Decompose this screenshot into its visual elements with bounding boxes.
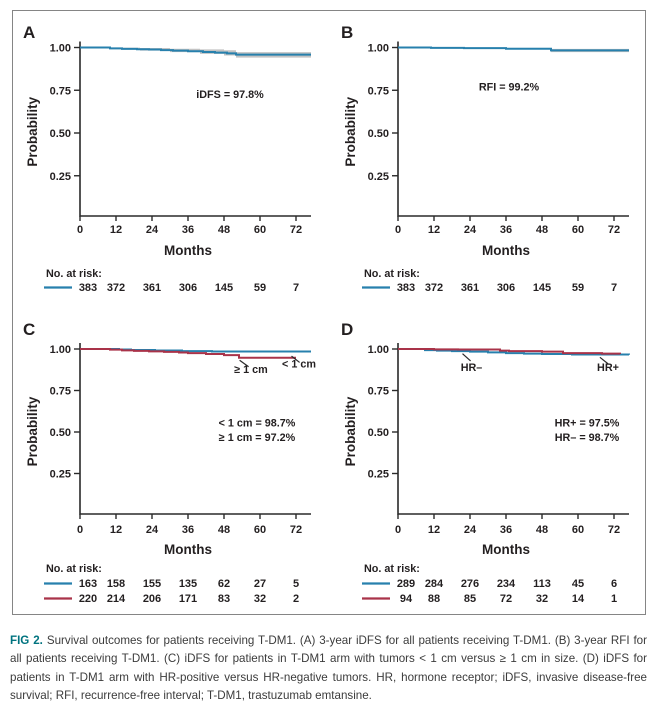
annotation-text: HR– = 98.7% <box>554 432 620 445</box>
risk-count: 145 <box>532 282 552 294</box>
risk-count: 59 <box>253 282 267 294</box>
panel-letter: A <box>23 23 36 42</box>
annotation-text: iDFS = 97.8% <box>196 88 264 101</box>
y-tick-label: 0.25 <box>367 170 389 183</box>
risk-label: No. at risk: <box>364 268 420 280</box>
risk-count: 62 <box>217 578 231 590</box>
risk-count: 163 <box>78 578 98 590</box>
x-tick-label: 72 <box>607 524 621 536</box>
annotation-text: HR+ = 97.5% <box>554 417 620 430</box>
risk-count: 2 <box>292 593 300 605</box>
risk-count: 14 <box>571 593 585 605</box>
axes-lines <box>80 42 311 217</box>
risk-count: 155 <box>142 578 162 590</box>
y-tick-label: 0.25 <box>49 170 71 183</box>
y-tick-label: 0.75 <box>49 385 71 398</box>
risk-count: 7 <box>610 282 618 294</box>
risk-count: 85 <box>463 593 477 605</box>
y-tick-label: 0.50 <box>367 128 389 140</box>
x-tick-label: 60 <box>571 524 585 536</box>
y-tick-label: 1.00 <box>367 344 389 356</box>
figure-caption-text: Survival outcomes for patients receiving T-DM1. (A) 3-year iDFS for all patients receiving T-DM1. (B) 3-year RFI for all patients receiving T-DM1. (C) iDFS for patients in T-DM1 arm with tumors < 1 cm versus ≥ 1 cm in size. (D) iDFS for patients in T-DM1 arm with HR-positive versus HR-negative tumors. HR, hormone receptor; iDFS, invasive disease-free survival; RFI, recurrence-free interval; T-DM1, trastuzumab emtansine. <box>10 634 647 703</box>
panel-C-plot <box>13 306 331 618</box>
risk-count: 135 <box>178 578 198 590</box>
y-tick-label: 1.00 <box>367 42 389 55</box>
x-tick-label: 24 <box>463 524 477 536</box>
x-tick-label: 12 <box>109 524 123 536</box>
x-tick-label: 48 <box>217 224 231 236</box>
curve-label: ≥ 1 cm <box>234 363 268 376</box>
x-tick-label: 36 <box>499 524 513 536</box>
risk-count: 361 <box>460 282 480 294</box>
risk-count: 372 <box>106 282 126 294</box>
panels-container <box>13 11 645 614</box>
y-tick-label: 1.00 <box>49 344 71 356</box>
x-tick-label: 0 <box>76 524 84 536</box>
x-tick-label: 24 <box>145 524 159 536</box>
annotation-text: RFI = 99.2% <box>478 81 540 94</box>
x-tick-label: 48 <box>535 524 549 536</box>
y-tick-label: 0.75 <box>49 85 71 98</box>
x-tick-label: 60 <box>253 524 267 536</box>
risk-count: 206 <box>142 593 162 605</box>
y-tick-label: 0.25 <box>49 468 71 481</box>
y-tick-label: 0.75 <box>367 385 389 398</box>
x-tick-label: 72 <box>289 224 303 236</box>
y-axis-label: Probability <box>343 96 358 167</box>
panel-A-plot <box>13 11 331 306</box>
panel-D-plot <box>331 306 649 618</box>
risk-count: 32 <box>535 593 549 605</box>
figure-panels-frame <box>12 10 646 615</box>
x-tick-label: 72 <box>289 524 303 536</box>
curve-label: HR– <box>460 362 483 375</box>
x-tick-label: 36 <box>181 524 195 536</box>
curve-label: HR+ <box>597 362 619 375</box>
risk-count: 158 <box>106 578 126 590</box>
x-tick-label: 0 <box>394 224 402 236</box>
x-tick-label: 12 <box>427 224 441 236</box>
risk-count: 145 <box>214 282 234 294</box>
risk-count: 5 <box>292 578 300 590</box>
risk-count: 83 <box>217 593 231 605</box>
x-tick-label: 36 <box>499 224 513 236</box>
risk-count: 372 <box>424 282 444 294</box>
x-tick-label: 0 <box>76 224 84 236</box>
risk-count: 383 <box>396 282 416 294</box>
risk-label: No. at risk: <box>46 563 102 575</box>
curve-label-leader <box>463 354 471 361</box>
curve-label: < 1 cm <box>282 358 316 371</box>
x-tick-label: 24 <box>145 224 159 236</box>
y-tick-label: 0.50 <box>49 128 71 140</box>
risk-count: 59 <box>571 282 585 294</box>
axes-lines <box>398 42 629 217</box>
x-tick-label: 0 <box>394 524 402 536</box>
x-tick-label: 48 <box>535 224 549 236</box>
risk-count: 220 <box>78 593 98 605</box>
x-tick-label: 24 <box>463 224 477 236</box>
risk-count: 32 <box>253 593 267 605</box>
x-axis-label: Months <box>164 243 212 258</box>
panel-B-plot <box>331 11 649 306</box>
risk-count: 276 <box>460 578 480 590</box>
x-tick-label: 12 <box>427 524 441 536</box>
risk-count: 306 <box>496 282 516 294</box>
annotation-text: ≥ 1 cm = 97.2% <box>218 432 296 445</box>
risk-count: 171 <box>178 593 198 605</box>
x-tick-label: 60 <box>253 224 267 236</box>
risk-count: 6 <box>610 578 618 590</box>
figure-caption-label: FIG 2. <box>10 634 43 647</box>
x-tick-label: 60 <box>571 224 585 236</box>
risk-count: 289 <box>396 578 416 590</box>
annotation-text: < 1 cm = 98.7% <box>218 417 296 430</box>
risk-count: 1 <box>610 593 618 605</box>
x-tick-label: 12 <box>109 224 123 236</box>
figure-caption <box>10 632 647 706</box>
y-tick-label: 0.75 <box>367 85 389 98</box>
x-tick-label: 48 <box>217 524 231 536</box>
risk-count: 72 <box>499 593 513 605</box>
x-axis-label: Months <box>482 542 530 557</box>
risk-count: 361 <box>142 282 162 294</box>
risk-count: 88 <box>427 593 441 605</box>
risk-count: 94 <box>399 593 413 605</box>
y-axis-label: Probability <box>25 96 40 167</box>
y-tick-label: 1.00 <box>49 42 71 55</box>
y-axis-label: Probability <box>343 396 358 467</box>
risk-label: No. at risk: <box>46 268 102 280</box>
risk-count: 45 <box>571 578 585 590</box>
risk-count: 214 <box>106 593 126 605</box>
risk-count: 113 <box>533 578 551 590</box>
risk-count: 234 <box>496 578 516 590</box>
x-tick-label: 72 <box>607 224 621 236</box>
x-axis-label: Months <box>482 243 530 258</box>
risk-count: 383 <box>78 282 98 294</box>
y-tick-label: 0.50 <box>49 427 71 439</box>
y-tick-label: 0.25 <box>367 468 389 481</box>
y-axis-label: Probability <box>25 396 40 467</box>
y-tick-label: 0.50 <box>367 427 389 439</box>
risk-label: No. at risk: <box>364 563 420 575</box>
panel-letter: D <box>341 320 354 339</box>
panel-letter: B <box>341 23 354 42</box>
panel-letter: C <box>23 320 36 339</box>
x-axis-label: Months <box>164 542 212 557</box>
risk-count: 284 <box>424 578 444 590</box>
x-tick-label: 36 <box>181 224 195 236</box>
risk-count: 7 <box>292 282 300 294</box>
risk-count: 306 <box>178 282 198 294</box>
risk-count: 27 <box>253 578 267 590</box>
